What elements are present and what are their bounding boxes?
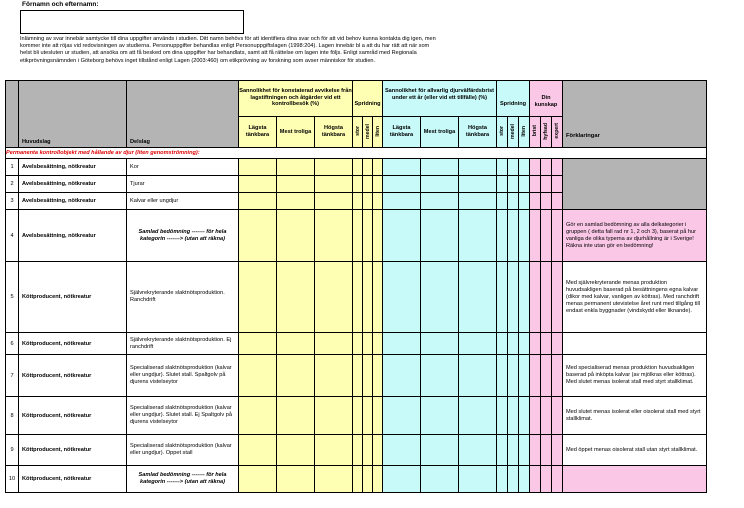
input-mest-1[interactable] — [277, 397, 315, 435]
input-lagsta-1[interactable] — [239, 176, 277, 193]
note-empty — [563, 466, 707, 493]
header-lagsta-1: Lägsta tänkbara — [239, 117, 277, 148]
note-specialiserad: Med specialiserad menas produktion huvudsakligen baserad på inköpta kalvar (av mjölkras eller köttras). Med slutet menas isolerat stall med styrt stallklimat. — [563, 355, 707, 397]
table-row — [6, 210, 707, 262]
table-row — [6, 466, 707, 493]
input-hogsta-2[interactable] — [459, 210, 497, 262]
row-delslag: Specialiserad slaktnötsproduktion (kalvar eller ungdjur). Slutet stall. Ej Spaltgolv på djurens vistelseytor — [127, 397, 239, 435]
check-liten-1[interactable] — [373, 397, 383, 435]
input-lagsta-1[interactable] — [239, 193, 277, 210]
check-medel-2[interactable] — [508, 466, 519, 493]
row-delslag: Specialiserad slaktnötsproduktion (kalvar eller ungdjur). Oppet stall — [127, 435, 239, 466]
note-empty — [563, 159, 707, 210]
header-huvudslag: Huvudslag — [19, 81, 127, 148]
input-mest-1[interactable] — [277, 193, 315, 210]
row-huvudslag: Avelsbesättning, nötkreatur — [19, 176, 127, 193]
row-number: 1 — [6, 159, 19, 176]
check-hyfsad[interactable] — [541, 333, 552, 355]
check-hyfsad[interactable] — [541, 355, 552, 397]
input-hogsta-2[interactable] — [459, 333, 497, 355]
table-row — [6, 397, 707, 435]
row-huvudslag: Avelsbesättning, nötkreatur — [19, 210, 127, 262]
table-row — [6, 333, 707, 355]
check-expert[interactable] — [552, 176, 563, 193]
check-stor-1[interactable] — [353, 262, 363, 333]
input-mest-2[interactable] — [421, 159, 459, 176]
row-huvudslag: Köttproducent, nötkreatur — [19, 333, 127, 355]
row-number: 6 — [6, 333, 19, 355]
note-summary: Gör en samlad bedömning av alla delkategorier i gruppen ( detta fall rad nr 1, 2 och 3), baserat på hur vanliga de olika typerna av djurhållning är i Sverige! Räkna inte utan gör en bedömning! — [563, 210, 707, 262]
check-medel-1[interactable] — [363, 397, 373, 435]
check-stor-2[interactable] — [497, 466, 508, 493]
input-mest-1[interactable] — [277, 262, 315, 333]
input-lagsta-1[interactable] — [239, 262, 277, 333]
header-forklaringar: Förklaringar — [563, 81, 707, 148]
note-empty — [563, 333, 707, 355]
check-medel-2[interactable] — [508, 210, 519, 262]
check-hyfsad[interactable] — [541, 193, 552, 210]
check-medel-1[interactable] — [363, 333, 373, 355]
input-lagsta-2[interactable] — [383, 159, 421, 176]
check-medel-2[interactable] — [508, 397, 519, 435]
check-stor-1[interactable] — [353, 355, 363, 397]
check-liten-2[interactable] — [519, 333, 530, 355]
check-liten-2[interactable] — [519, 193, 530, 210]
row-huvudslag: Köttproducent, nötkreatur — [19, 466, 127, 493]
check-expert[interactable] — [552, 159, 563, 176]
check-liten-1[interactable] — [373, 159, 383, 176]
table-row — [6, 262, 707, 333]
header-mest-2: Mest troliga — [421, 117, 459, 148]
check-brist[interactable] — [530, 333, 541, 355]
input-mest-2[interactable] — [421, 333, 459, 355]
check-expert[interactable] — [552, 355, 563, 397]
input-lagsta-2[interactable] — [383, 210, 421, 262]
header-group-deviation: Sannolikhet för konstaterad avvikelse från lagstiftningen och åtgärder vid ett kontrollbesök (%) — [239, 81, 353, 117]
check-stor-1[interactable] — [353, 397, 363, 435]
check-hyfsad[interactable] — [541, 397, 552, 435]
table-row — [6, 435, 707, 466]
input-lagsta-1[interactable] — [239, 397, 277, 435]
check-liten-1[interactable] — [373, 355, 383, 397]
row-number: 2 — [6, 176, 19, 193]
check-liten-1[interactable] — [373, 193, 383, 210]
header-spridning-1: Spridning — [353, 81, 383, 117]
row-huvudslag: Köttproducent, nötkreatur — [19, 262, 127, 333]
input-lagsta-2[interactable] — [383, 176, 421, 193]
input-hogsta-2[interactable] — [459, 466, 497, 493]
header-hogsta-2: Högsta tänkbara — [459, 117, 497, 148]
input-lagsta-1[interactable] — [239, 466, 277, 493]
check-brist[interactable] — [530, 262, 541, 333]
check-liten-1[interactable] — [373, 262, 383, 333]
header-blank — [6, 81, 19, 148]
header-stor-1: stor — [354, 126, 361, 136]
header-brist: brist — [532, 125, 538, 137]
check-expert[interactable] — [552, 333, 563, 355]
check-medel-2[interactable] — [508, 159, 519, 176]
input-mest-2[interactable] — [421, 193, 459, 210]
input-hogsta-2[interactable] — [459, 397, 497, 435]
table-row — [6, 159, 707, 176]
header-expert: expert — [554, 123, 560, 139]
header-medel-1: medel — [364, 123, 371, 139]
check-brist[interactable] — [530, 159, 541, 176]
note-slutet: Med slutet menas isolerat eller oisolerat stall med styrt stallklimat. — [563, 397, 707, 435]
input-lagsta-2[interactable] — [383, 193, 421, 210]
check-stor-1[interactable] — [353, 333, 363, 355]
input-hogsta-2[interactable] — [459, 159, 497, 176]
row-delslag-summary: Samlad bedömning ------- för hela kategorin -------> (utan att räkna) — [127, 210, 239, 262]
row-huvudslag: Köttproducent, nötkreatur — [19, 397, 127, 435]
check-liten-1[interactable] — [373, 176, 383, 193]
check-hyfsad[interactable] — [541, 466, 552, 493]
check-medel-1[interactable] — [363, 435, 373, 466]
check-medel-1[interactable] — [363, 176, 373, 193]
input-mest-1[interactable] — [277, 355, 315, 397]
check-liten-2[interactable] — [519, 176, 530, 193]
input-hogsta-1[interactable] — [315, 435, 353, 466]
check-liten-1[interactable] — [373, 435, 383, 466]
row-delslag: Specialiserad slaktnötsproduktion (kalvar eller ungdjur). Slutet stall. Spaltgolv på djurens vistelseytor — [127, 355, 239, 397]
check-medel-2[interactable] — [508, 435, 519, 466]
input-hogsta-1[interactable] — [315, 210, 353, 262]
check-expert[interactable] — [552, 262, 563, 333]
check-hyfsad[interactable] — [541, 176, 552, 193]
check-stor-2[interactable] — [497, 355, 508, 397]
row-delslag: Självrekryterande slaktnötsproduktion. Ej ranchdrift — [127, 333, 239, 355]
input-lagsta-1[interactable] — [239, 159, 277, 176]
input-hogsta-1[interactable] — [315, 176, 353, 193]
row-number: 5 — [6, 262, 19, 333]
check-medel-1[interactable] — [363, 355, 373, 397]
row-huvudslag: Avelsbesättning, nötkreatur — [19, 159, 127, 176]
check-brist[interactable] — [530, 466, 541, 493]
check-liten-2[interactable] — [519, 397, 530, 435]
check-medel-2[interactable] — [508, 333, 519, 355]
check-stor-2[interactable] — [497, 210, 508, 262]
header-delslag: Delslag — [127, 81, 239, 148]
check-stor-2[interactable] — [497, 435, 508, 466]
input-lagsta-2[interactable] — [383, 466, 421, 493]
input-mest-1[interactable] — [277, 435, 315, 466]
row-number: 7 — [6, 355, 19, 397]
input-hogsta-1[interactable] — [315, 355, 353, 397]
header-lagsta-2: Lägsta tänkbara — [383, 117, 421, 148]
check-brist[interactable] — [530, 435, 541, 466]
row-number: 9 — [6, 435, 19, 466]
check-hyfsad[interactable] — [541, 435, 552, 466]
note-oppet: Med öppet menas oisolerat stall utan styrt stallklimat. — [563, 435, 707, 466]
input-hogsta-2[interactable] — [459, 435, 497, 466]
check-liten-2[interactable] — [519, 466, 530, 493]
input-lagsta-2[interactable] — [383, 397, 421, 435]
check-medel-1[interactable] — [363, 262, 373, 333]
row-huvudslag: Avelsbesättning, nötkreatur — [19, 193, 127, 210]
check-brist[interactable] — [530, 176, 541, 193]
check-stor-1[interactable] — [353, 193, 363, 210]
input-mest-2[interactable] — [421, 210, 459, 262]
header-hogsta-1: Högsta tänkbara — [315, 117, 353, 148]
row-delslag: Kor — [127, 159, 239, 176]
header-liten-2: liten — [521, 125, 527, 137]
check-brist[interactable] — [530, 355, 541, 397]
check-medel-1[interactable] — [363, 159, 373, 176]
check-liten-2[interactable] — [519, 210, 530, 262]
check-expert[interactable] — [552, 435, 563, 466]
check-medel-1[interactable] — [363, 210, 373, 262]
check-hyfsad[interactable] — [541, 159, 552, 176]
consent-text: Inlämning av svar innebär samtycke till dina uppgifter används i studien. Ditt namn behövs för att identifiera dina svar och för att vid behov kunna kontakta dig igen, men kommer inte att röjas vid redovisningen av studierna. Personuppgifter behandlas enligt Personuppgiftslagen (1998:204). Lagen innebär bl a att du har rätt att när som helst bli utesluten ur studien, att ansöka om att få besked om dina uppgifter har behandlats, samt att få rättelse om lagen inte följs. Enligt samråd med Regionala etikprövningsnämnden i Göteborg behövs inget tillstånd enligt Lagen (2003:460) om etikprövning av forskning som avser människor för studien. — [20, 36, 436, 64]
check-liten-1[interactable] — [373, 333, 383, 355]
input-lagsta-1[interactable] — [239, 435, 277, 466]
row-delslag: Kalvar eller ungdjur — [127, 193, 239, 210]
header-medel-2: medel — [510, 123, 516, 139]
check-brist[interactable] — [530, 397, 541, 435]
input-lagsta-1[interactable] — [239, 333, 277, 355]
check-stor-1[interactable] — [353, 176, 363, 193]
check-medel-1[interactable] — [363, 466, 373, 493]
input-lagsta-2[interactable] — [383, 262, 421, 333]
row-delslag-summary: Samlad bedömning ------- för hela kategorin -------> (utan att räkna) — [127, 466, 239, 493]
input-mest-1[interactable] — [277, 466, 315, 493]
input-hogsta-2[interactable] — [459, 262, 497, 333]
header-spridning-2: Spridning — [497, 81, 530, 117]
note-sjalvrekryterande: Med självrekryterande menas produktion huvudsakligen baserad på besättningens egna kalvar (dikor med kalvar, vanligen av köttras). Med ranchdrift menas permanent utevistelse året runt med tillgång till endast enkla byggnader (vindskydd eller liknande). — [563, 262, 707, 333]
input-lagsta-2[interactable] — [383, 355, 421, 397]
header-mest-1: Mest troliga — [277, 117, 315, 148]
input-lagsta-2[interactable] — [383, 333, 421, 355]
check-stor-1[interactable] — [353, 435, 363, 466]
check-expert[interactable] — [552, 193, 563, 210]
header-hyfsad: hyfsad — [543, 122, 549, 140]
row-number: 10 — [6, 466, 19, 493]
input-lagsta-2[interactable] — [383, 435, 421, 466]
input-hogsta-1[interactable] — [315, 397, 353, 435]
row-huvudslag: Köttproducent, nötkreatur — [19, 435, 127, 466]
header-liten-1: liten — [374, 125, 381, 137]
row-delslag: Självrekryterande slaktnötsproduktion. Ranchdrift — [127, 262, 239, 333]
header-group-welfare: Sannolikhet för allvarlig djurvälfärdsbrist under ett år (eller vid ett tillfälle) (%) — [383, 81, 497, 117]
check-stor-1[interactable] — [353, 159, 363, 176]
row-number: 4 — [6, 210, 19, 262]
input-hogsta-1[interactable] — [315, 262, 353, 333]
check-liten-2[interactable] — [519, 355, 530, 397]
input-mest-1[interactable] — [277, 210, 315, 262]
check-stor-2[interactable] — [497, 176, 508, 193]
input-lagsta-1[interactable] — [239, 210, 277, 262]
input-hogsta-2[interactable] — [459, 355, 497, 397]
check-expert[interactable] — [552, 466, 563, 493]
section-title: Permanenta kontrollobjekt med hållande av djur (liten genomströmning): — [6, 148, 707, 159]
table-row — [6, 355, 707, 397]
name-label: Förnamn och efternamn: — [22, 1, 99, 8]
row-number: 8 — [6, 397, 19, 435]
check-medel-1[interactable] — [363, 193, 373, 210]
check-hyfsad[interactable] — [541, 262, 552, 333]
header-stor-2: stor — [499, 126, 505, 136]
header-din-kunskap: Din kunskap — [530, 81, 563, 117]
check-stor-2[interactable] — [497, 397, 508, 435]
check-stor-1[interactable] — [353, 466, 363, 493]
check-brist[interactable] — [530, 210, 541, 262]
row-number: 3 — [6, 193, 19, 210]
check-liten-1[interactable] — [373, 210, 383, 262]
check-liten-1[interactable] — [373, 466, 383, 493]
check-expert[interactable] — [552, 397, 563, 435]
input-hogsta-1[interactable] — [315, 193, 353, 210]
input-mest-2[interactable] — [421, 397, 459, 435]
input-mest-1[interactable] — [277, 176, 315, 193]
input-hogsta-1[interactable] — [315, 159, 353, 176]
check-liten-2[interactable] — [519, 262, 530, 333]
check-medel-2[interactable] — [508, 176, 519, 193]
input-mest-1[interactable] — [277, 159, 315, 176]
check-stor-2[interactable] — [497, 262, 508, 333]
input-mest-2[interactable] — [421, 355, 459, 397]
check-medel-2[interactable] — [508, 193, 519, 210]
check-liten-2[interactable] — [519, 159, 530, 176]
name-input-box[interactable] — [20, 10, 244, 34]
input-hogsta-2[interactable] — [459, 176, 497, 193]
row-delslag: Tjurar — [127, 176, 239, 193]
check-expert[interactable] — [552, 210, 563, 262]
check-medel-2[interactable] — [508, 262, 519, 333]
input-mest-2[interactable] — [421, 466, 459, 493]
check-stor-2[interactable] — [497, 333, 508, 355]
check-brist[interactable] — [530, 193, 541, 210]
check-stor-1[interactable] — [353, 210, 363, 262]
input-hogsta-1[interactable] — [315, 333, 353, 355]
assessment-table — [5, 80, 707, 493]
input-mest-1[interactable] — [277, 333, 315, 355]
input-lagsta-1[interactable] — [239, 355, 277, 397]
input-mest-2[interactable] — [421, 176, 459, 193]
input-hogsta-1[interactable] — [315, 466, 353, 493]
check-hyfsad[interactable] — [541, 210, 552, 262]
input-mest-2[interactable] — [421, 262, 459, 333]
input-mest-2[interactable] — [421, 435, 459, 466]
check-medel-2[interactable] — [508, 355, 519, 397]
input-hogsta-2[interactable] — [459, 193, 497, 210]
row-huvudslag: Köttproducent, nötkreatur — [19, 355, 127, 397]
check-stor-2[interactable] — [497, 159, 508, 176]
check-stor-2[interactable] — [497, 193, 508, 210]
check-liten-2[interactable] — [519, 435, 530, 466]
